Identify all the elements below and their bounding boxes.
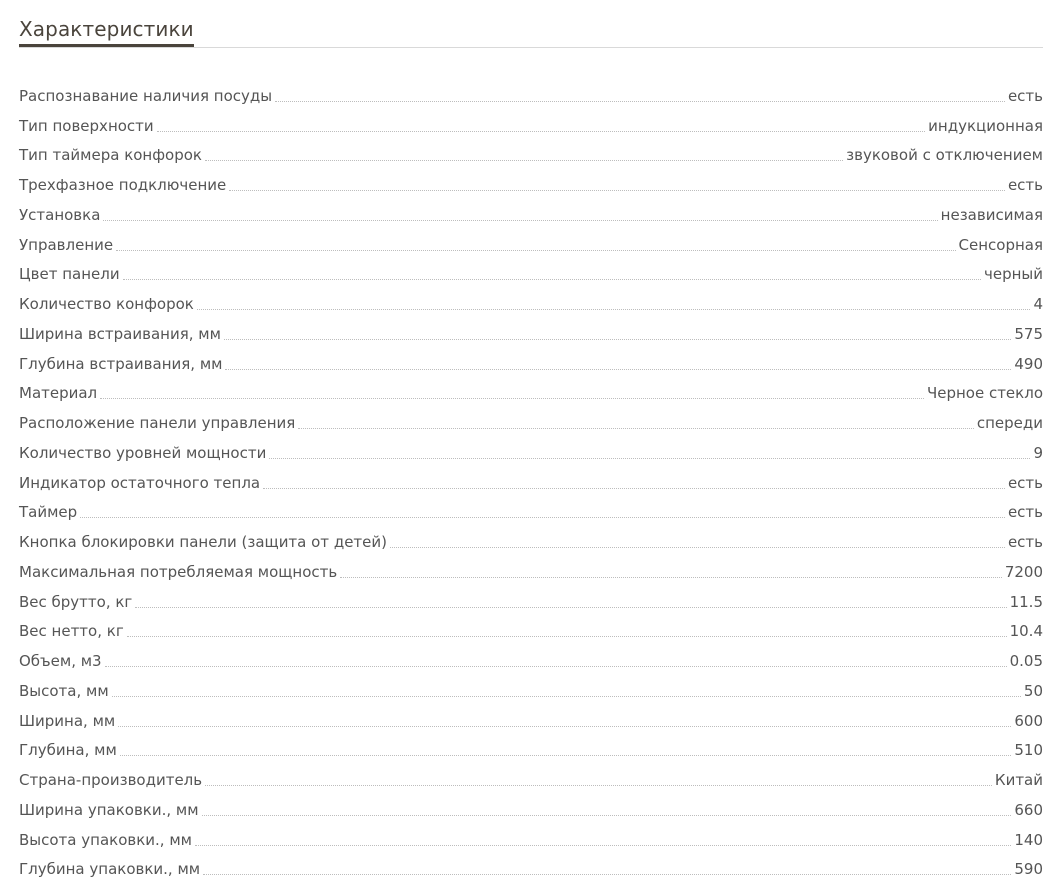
- dotted-leader: [135, 606, 1006, 608]
- spec-label: Трехфазное подключение: [19, 176, 227, 194]
- dotted-leader: [202, 814, 1012, 816]
- spec-row: [19, 493, 1043, 523]
- spec-label: Вес брутто, кг: [19, 592, 133, 611]
- spec-label: Количество уровней мощности: [19, 443, 267, 462]
- spec-value: 660: [1014, 800, 1043, 819]
- characteristics-section: [19, 0, 1043, 879]
- spec-row: [19, 165, 1043, 195]
- spec-value: 490: [1014, 354, 1043, 373]
- dotted-leader: [80, 516, 1005, 518]
- dotted-leader: [116, 249, 955, 251]
- spec-label: Цвет панели: [19, 265, 120, 284]
- spec-row: [19, 225, 1043, 255]
- dotted-leader: [225, 368, 1011, 370]
- spec-row: [19, 522, 1043, 552]
- spec-value: Черное стекло: [926, 384, 1043, 403]
- spec-value: 590: [1014, 860, 1043, 879]
- spec-row: [19, 641, 1043, 671]
- dotted-leader: [197, 308, 1031, 310]
- spec-value: 10.4: [1009, 622, 1043, 641]
- spec-label: Индикатор остаточного тепла: [19, 473, 261, 492]
- spec-value: есть: [1007, 86, 1043, 105]
- dotted-leader: [298, 427, 974, 429]
- dotted-leader: [103, 219, 937, 221]
- spec-value: 600: [1014, 711, 1043, 730]
- spec-value: индукционная: [928, 116, 1043, 135]
- spec-row: [19, 314, 1043, 344]
- section-title: Характеристики: [19, 15, 194, 47]
- dotted-leader: [203, 873, 1011, 875]
- spec-row: [19, 731, 1043, 761]
- spec-label: Объем, м3: [19, 652, 102, 670]
- dotted-leader: [127, 635, 1007, 637]
- spec-value: спереди: [976, 414, 1043, 432]
- spec-label: Глубина встраивания, мм: [19, 354, 223, 373]
- spec-value: есть: [1007, 503, 1043, 522]
- spec-label: Ширина встраивания, мм: [19, 324, 221, 343]
- spec-label: Высота упаковки., мм: [19, 830, 192, 849]
- spec-label: Вес нетто, кг: [19, 622, 124, 641]
- spec-value: 9: [1033, 443, 1043, 462]
- spec-label: Глубина упаковки., мм: [19, 860, 201, 879]
- dotted-leader: [120, 754, 1012, 756]
- spec-value: 510: [1014, 741, 1043, 760]
- spec-row: [19, 582, 1043, 612]
- spec-value: 0.05: [1009, 652, 1043, 670]
- spec-row: [19, 344, 1043, 374]
- spec-row: [19, 612, 1043, 642]
- spec-label: Тип поверхности: [19, 116, 154, 135]
- spec-value: Китай: [994, 771, 1043, 789]
- spec-list: [19, 76, 1043, 879]
- spec-label: Тип таймера конфорок: [19, 146, 202, 165]
- spec-row: [19, 760, 1043, 790]
- dotted-leader: [229, 189, 1005, 191]
- spec-value: есть: [1007, 473, 1043, 492]
- section-header: [19, 14, 1043, 48]
- dotted-leader: [263, 487, 1005, 489]
- spec-value: Сенсорная: [958, 235, 1043, 254]
- spec-label: Материал: [19, 384, 98, 403]
- dotted-leader: [269, 457, 1030, 459]
- spec-row: [19, 255, 1043, 285]
- spec-label: Страна-производитель: [19, 771, 203, 789]
- spec-row: [19, 374, 1043, 404]
- dotted-leader: [205, 784, 992, 786]
- dotted-leader: [205, 159, 843, 161]
- spec-label: Высота, мм: [19, 681, 109, 700]
- spec-label: Расположение панели управления: [19, 414, 296, 432]
- spec-value: 11.5: [1009, 592, 1043, 611]
- spec-row: [19, 136, 1043, 166]
- dotted-leader: [390, 546, 1005, 548]
- spec-value: 4: [1033, 295, 1043, 313]
- spec-value: есть: [1007, 533, 1043, 551]
- spec-row: [19, 850, 1043, 880]
- spec-row: [19, 195, 1043, 225]
- dotted-leader: [112, 695, 1021, 697]
- spec-label: Управление: [19, 235, 114, 254]
- spec-row: [19, 701, 1043, 731]
- spec-value: 7200: [1004, 562, 1043, 581]
- spec-value: черный: [983, 265, 1043, 284]
- spec-row: [19, 284, 1043, 314]
- spec-label: Ширина упаковки., мм: [19, 800, 199, 819]
- spec-value: звуковой с отключением: [846, 146, 1043, 165]
- spec-row: [19, 790, 1043, 820]
- spec-value: 140: [1014, 830, 1043, 849]
- spec-row: [19, 106, 1043, 136]
- dotted-leader: [195, 844, 1011, 846]
- spec-label: Установка: [19, 205, 101, 224]
- dotted-leader: [224, 338, 1011, 340]
- spec-value: 50: [1023, 681, 1043, 700]
- spec-label: Распознавание наличия посуды: [19, 86, 273, 105]
- spec-label: Таймер: [19, 503, 78, 522]
- dotted-leader: [100, 397, 924, 399]
- dotted-leader: [340, 576, 1002, 578]
- spec-label: Кнопка блокировки панели (защита от детей): [19, 533, 387, 551]
- dotted-leader: [275, 100, 1005, 102]
- spec-row: [19, 403, 1043, 433]
- spec-label: Максимальная потребляемая мощность: [19, 562, 338, 581]
- spec-row: [19, 820, 1043, 850]
- dotted-leader: [118, 725, 1011, 727]
- dotted-leader: [105, 665, 1007, 667]
- spec-value: независимая: [940, 205, 1043, 224]
- spec-row: [19, 463, 1043, 493]
- spec-value: есть: [1007, 176, 1043, 194]
- spec-label: Ширина, мм: [19, 711, 116, 730]
- spec-row: [19, 76, 1043, 106]
- dotted-leader: [157, 130, 926, 132]
- spec-label: Глубина, мм: [19, 741, 117, 760]
- spec-value: 575: [1014, 324, 1043, 343]
- spec-label: Количество конфорок: [19, 295, 194, 313]
- dotted-leader: [123, 278, 981, 280]
- spec-row: [19, 433, 1043, 463]
- spec-row: [19, 671, 1043, 701]
- spec-row: [19, 552, 1043, 582]
